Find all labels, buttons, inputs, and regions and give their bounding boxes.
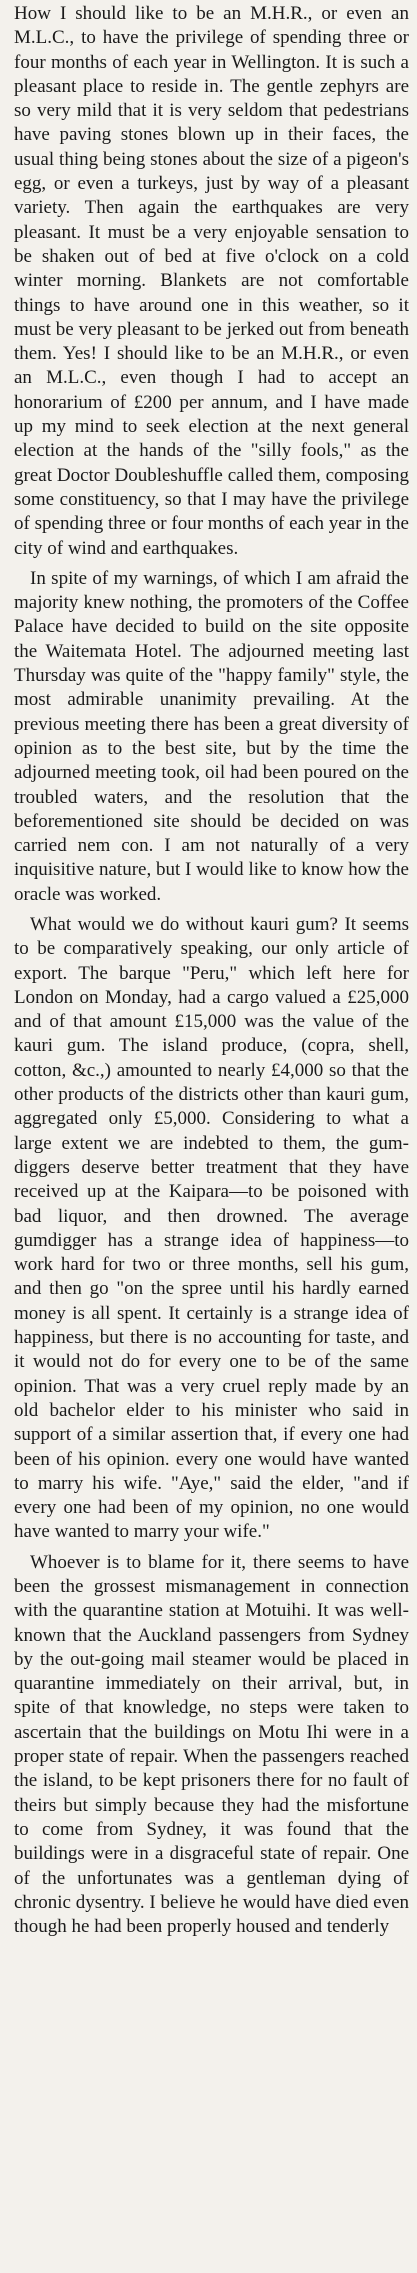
paragraph-kauri-gum: What would we do without kauri gum? It seems to be comparatively speaking, our only article of export. The barque "Peru," which left here for London on Monday, had a cargo valued a £25,000 and of that amount £15,000 was the value of the kauri gum. The island produce, (copra, shell, cotton, &c.,) amounted to nearly £4,000 so that the other products of the districts other than kauri gum, aggregated only £5,000. Considering to what a large extent we are indebted to them, the gum-diggers deserve better treatment that they have received up at the Kaipara—to be poisoned with bad liquor, and then drowned. The average gumdigger has a strange idea of happiness—to work hard for two or three months, sell his gum, and then go "on the spree until his hardly earned money is all spent. It certainly is a strange idea of happiness, but there is no accounting for taste, and it would not do for every one to be of the same opinion. That was a very cruel reply made by an old bachelor elder to his minister who said in support of a similar assertion that, if every one had been of his opinion. every one would have wanted to marry his wife. "Aye," said the elder, "and if every one had been of my opinion, no one would have wanted to marry your wife." (14, 913, 409, 1543)
paragraph-coffee-palace: In spite of my warnings, of which I am afraid the majority knew nothing, the promoters of the Coffee Palace have decided to build on the site opposite the Waitemata Hotel. The adjourned meeting last Thursday was quite of the "happy family" style, the most admirable unanimity prevailing. At the previous meeting there has been a great diversity of opinion as to the best site, but by the time the adjourned meeting took, oil had been poured on the troubled waters, and the resolution that the beforementioned site should be decided on was carried nem con. I am not naturally of a very inquisitive nature, but I would like to know how the oracle was worked. (14, 567, 409, 905)
paragraph-quarantine: Whoever is to blame for it, there seems to have been the grossest mismanagement in connection with the quarantine station at Motuihi. It was well-known that the Auckland passengers from Sydney by the out-going mail steamer would be placed in quarantine immediately on their arrival, but, in spite of that knowledge, no steps were taken to ascertain that the buildings on Motu Ihi were in a proper state of repair. When the passengers reached the island, to be kept prisoners there for no fault of theirs but simply because they had the misfortune to come from Sydney, it was found that the buildings were in a disgraceful state of repair. One of the unfortunates was a gentleman dying of chronic dysentry. I believe he would have died even though he had been properly housed and tenderly (14, 1551, 409, 1938)
paragraph-wellington: How I should like to be an M.H.R., or even an M.L.C., to have the privilege of spending three or four months of each year in Wellington. It is such a pleasant place to reside in. The gentle zephyrs are so very mild that it is very seldom that pedestrians have paving stones blown up in their faces, the usual thing being stones about the size of a pigeon's egg, or even a turkeys, just by way of a pleasant variety. Then again the earthquakes are very pleasant. It must be a very enjoyable sensation to be shaken out of bed at five o'clock on a cold winter morning. Blankets are not comfortable things to have around one in this weather, so it must be very pleasant to be jerked out from beneath them. Yes! I should like to be an M.H.R., or even an M.L.C., even though I had to accept an honorarium of £200 per annum, and I have made up my mind to seek election at the next general election at the hands of the "silly fools," as the great Doctor Doubleshuffle called them, composing some constituency, so that I may have the privilege of spending three or four months of each year in the city of wind and earthquakes. (14, 3, 409, 559)
